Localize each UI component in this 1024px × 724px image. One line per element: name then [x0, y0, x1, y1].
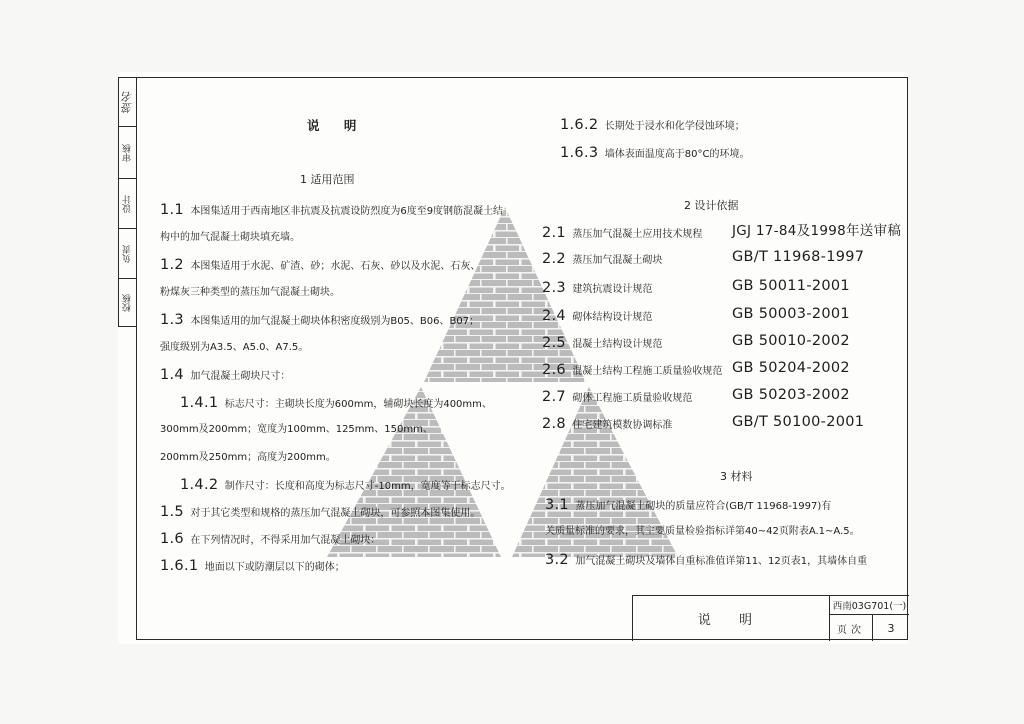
atlas-code: 西南03G701(一) — [830, 596, 909, 615]
standard-row: 2.2 蒸压加气混凝土砌块 — [542, 251, 663, 267]
handwritten-signature: 签名 — [120, 91, 134, 113]
strip-label: 审核 — [123, 144, 133, 162]
title-block-name: 说 明 — [633, 596, 830, 641]
signature-strip — [118, 77, 137, 327]
standard-code: GB 50011-2001 — [732, 278, 850, 294]
page-number: 3 — [887, 621, 895, 635]
standard-row: 2.3 建筑抗震设计规范 — [542, 280, 653, 296]
clause-line: 1.6.2 长期处于浸水和化学侵蚀环境； — [560, 117, 745, 133]
clause-line: 200mm及250mm；高度为200mm。 — [160, 452, 336, 463]
standard-row: 2.5 混凝土结构设计规范 — [542, 335, 663, 351]
strip-label: 设计 — [123, 195, 133, 213]
clause-line: 1.1 本图集适用于西南地区非抗震及抗震设防烈度为6度至9度钢筋混凝土结 — [160, 202, 504, 218]
standard-row: 2.4 砌体结构设计规范 — [542, 308, 653, 324]
clause-line: 构中的加气混凝土砌块填充墙。 — [160, 232, 300, 243]
clause-line: 1.6.1 地面以下或防潮层以下的砌体； — [160, 558, 345, 574]
standard-row: 2.7 砌体工程施工质量验收规范 — [542, 389, 693, 405]
standard-code: GB 50003-2001 — [732, 306, 850, 322]
title-block — [632, 595, 909, 641]
clause-line: 1.4.2 制作尺寸：长度和高度为标志尺寸-10mm，宽度等于标志尺寸。 — [180, 477, 511, 493]
clause-line: 3.1 蒸压加气混凝土砌块的质量应符合(GB/T 11968-1997)有 — [545, 497, 832, 513]
strip-cell — [119, 126, 136, 179]
strip-cell — [119, 178, 136, 229]
standard-code: GB 50010-2002 — [732, 333, 850, 349]
standard-row: 2.1 蒸压加气混凝土应用技术规程 — [542, 225, 703, 241]
signature-cell — [119, 78, 136, 126]
section-heading: 2 设计依据 — [684, 199, 739, 212]
strip-cell — [119, 228, 136, 279]
section-heading: 1 适用范围 — [300, 173, 355, 186]
standard-row: 2.8 住宅建筑模数协调标准 — [542, 416, 673, 432]
standard-code: GB 50204-2002 — [732, 360, 850, 376]
standard-row: 2.6 混凝土结构工程施工质量验收规范 — [542, 362, 723, 378]
strip-cell — [119, 278, 136, 327]
standard-code: GB 50203-2002 — [732, 387, 850, 403]
clause-line: 1.6.3 墙体表面温度高于80°C的环境。 — [560, 145, 750, 161]
standard-code: GB/T 11968-1997 — [732, 249, 865, 265]
clause-line: 1.2 本图集适用于水泥、矿渣、砂；水泥、石灰、砂以及水泥、石灰、 — [160, 257, 481, 273]
clause-line: 关质量标准的要求，其主要质量检验指标详第40~42页附表A.1~A.5。 — [545, 526, 860, 537]
clause-line: 300mm及200mm；宽度为100mm、125mm、150mm、 — [160, 424, 433, 435]
standard-code: JGJ 17-84及1998年送审稿 — [732, 223, 902, 239]
section-heading: 3 材料 — [720, 470, 753, 483]
clause-line: 1.3 本图集适用的加气混凝土砌块体积密度级别为B05、B06、B07； — [160, 312, 480, 328]
standard-code: GB/T 50100-2001 — [732, 414, 865, 430]
clause-line: 1.4.1 标志尺寸：主砌块长度为600mm，辅砌块长度为400mm、 — [180, 395, 492, 411]
clause-line: 1.4 加气混凝土砌块尺寸： — [160, 367, 291, 383]
clause-line: 3.2 加气混凝土砌块及墙体自重标准值详第11、12页表1，其墙体自重 — [545, 552, 868, 568]
strip-label: 负责 — [123, 245, 133, 263]
clause-line: 粉煤灰三种类型的蒸压加气混凝土砌块。 — [160, 287, 340, 298]
doc-title: 说 明 — [307, 118, 367, 133]
clause-line: 1.6 在下列情况时，不得采用加气混凝土砌块： — [160, 531, 381, 547]
strip-label: 校核 — [123, 294, 133, 312]
clause-line: 强度级别为A3.5、A5.0、A7.5。 — [160, 342, 309, 353]
clause-line: 1.5 对于其它类型和规格的蒸压加气混凝土砌块，可参照本图集使用。 — [160, 504, 481, 520]
page-label: 页次 — [830, 615, 873, 641]
